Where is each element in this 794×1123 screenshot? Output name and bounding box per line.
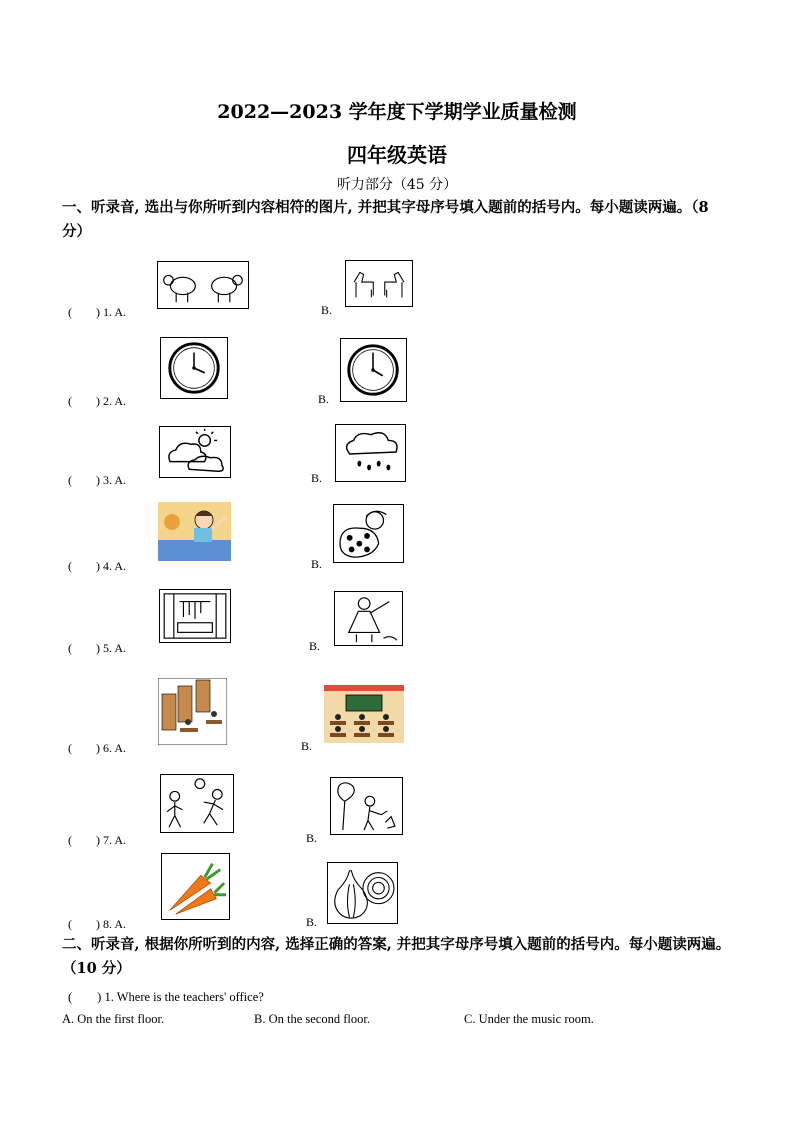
q4-b-girl-sleeping-image[interactable]: [333, 504, 404, 563]
q6-a-library-image[interactable]: [158, 678, 227, 745]
q2-option-b: B.: [318, 392, 330, 406]
q7-a-football-image[interactable]: [160, 774, 234, 833]
question-3-label: ( ) 3. A.: [68, 473, 126, 487]
q1-a-sheep-image[interactable]: [157, 261, 249, 309]
question-4-label: ( ) 4. A.: [68, 559, 126, 573]
q1-option-b: B.: [321, 303, 333, 317]
q5-a-wardrobe-image[interactable]: [159, 589, 231, 643]
q2-b-clock-image[interactable]: [340, 338, 407, 402]
exam-subject: 四年级英语: [347, 143, 447, 167]
q5-option-b: B.: [309, 639, 321, 653]
q3-a-cloudy-image[interactable]: [159, 426, 231, 478]
s2-q1-option-c: C. Under the music room.: [464, 1012, 594, 1026]
s2-q1-option-a: A. On the first floor.: [62, 1012, 165, 1026]
s2-q1-option-b: B. On the second floor.: [254, 1012, 370, 1026]
question-5-label: ( ) 5. A.: [68, 641, 126, 655]
q7-b-watering-image[interactable]: [330, 777, 403, 835]
s2-question-1: ( ) 1. Where is the teachers' office?: [68, 990, 264, 1004]
question-8-label: ( ) 8. A.: [68, 917, 126, 931]
q1-b-horses-image[interactable]: [345, 260, 413, 307]
q7-option-b: B.: [306, 831, 318, 845]
q3-b-rainy-image[interactable]: [335, 424, 406, 482]
q8-option-b: B.: [306, 915, 318, 929]
q2-a-clock-image[interactable]: [160, 337, 228, 399]
q3-option-b: B.: [311, 471, 323, 485]
q4-option-b: B.: [311, 557, 323, 571]
q6-option-b: B.: [301, 739, 313, 753]
exam-title: 2022—2023 学年度下学期学业质量检测: [217, 101, 577, 123]
q6-b-classroom-image[interactable]: [324, 685, 404, 743]
question-6-label: ( ) 6. A.: [68, 741, 126, 755]
question-2-label: ( ) 2. A.: [68, 394, 126, 408]
q4-a-boy-waking-image[interactable]: [158, 502, 231, 561]
listening-part-label: 听力部分（45 分）: [336, 177, 458, 193]
section2-instruction: 二、听录音, 根据你所听到的内容, 选择正确的答案, 并把其字母序号填入题前的括号内。每小题读两遍。（10 分）: [62, 936, 731, 977]
q8-a-carrots-image[interactable]: [161, 853, 230, 920]
section1-instruction: 一、听录音, 选出与你所听到内容相符的图片, 并把其字母序号填入题前的括号内。每小题读两遍。（8 分）: [62, 199, 709, 240]
q5-b-girl-dress-image[interactable]: [334, 591, 403, 646]
question-7-label: ( ) 7. A.: [68, 833, 126, 847]
question-1-label: ( ) 1. A.: [68, 305, 126, 319]
q8-b-onion-image[interactable]: [327, 862, 398, 924]
